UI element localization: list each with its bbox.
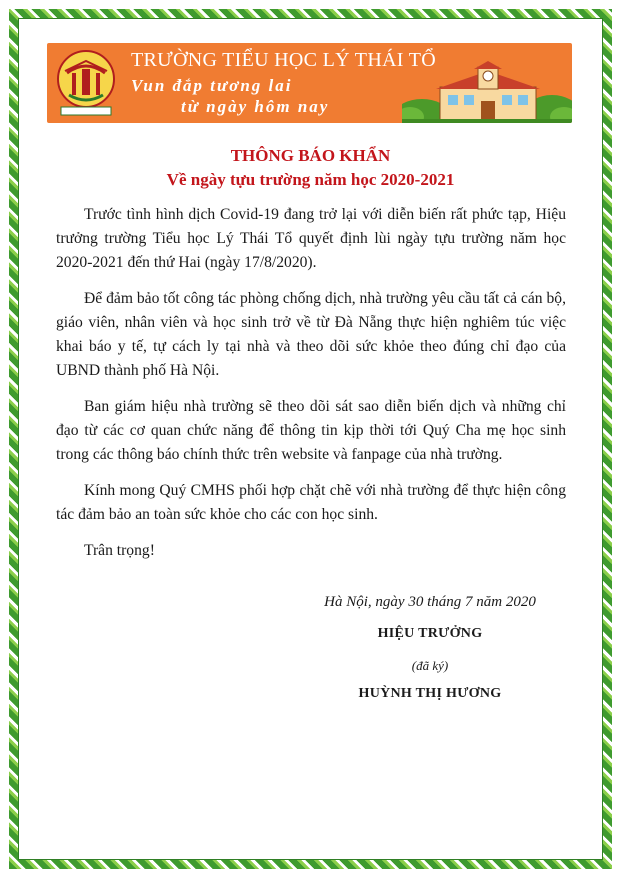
signed-note: (đã ký) [411, 658, 449, 673]
paragraph-closing: Trân trọng! [84, 542, 155, 559]
paragraph-monitoring: Ban giám hiệu nhà trường sẽ theo dõi sát sao diễn biến dịch và những chỉ đạo từ các cơ quan chức năng để thông tin kịp thời tới Quý Cha mẹ học sinh trong các thông báo chính thức trên website và fanpage của nhà trường. [56, 398, 566, 463]
paragraph-postpone: Trước tình hình dịch Covid-19 đang trở lại với diễn biến rất phức tạp, Hiệu trưởng trường Tiểu học Lý Thái Tổ quyết định lùi ngày tựu trường năm học 2020-2021 đến thứ Hai (ngày 17/8/2020). [56, 206, 566, 271]
slogan-line-2: từ ngày hôm nay [181, 97, 330, 116]
school-building-icon [402, 61, 572, 123]
signer-name: HUỲNH THỊ HƯƠNG [358, 686, 502, 701]
paragraph-request: Kính mong Quý CMHS phối hợp chặt chẽ với nhà trường để thực hiện công tác đảm bảo an toàn sức khỏe cho các con học sinh. [56, 482, 566, 523]
school-gate-logo-icon [55, 49, 117, 117]
school-name: TRƯỜNG TIỂU HỌC LÝ THÁI TỔ [131, 49, 436, 71]
notice-title: THÔNG BÁO KHẨN [230, 146, 391, 165]
notice-subtitle: Về ngày tựu trường năm học 2020-2021 [166, 170, 455, 189]
header-banner [47, 43, 572, 123]
notice-body [56, 203, 566, 575]
place-date: Hà Nội, ngày 30 tháng 7 năm 2020 [324, 594, 536, 610]
slogan-line-1: Vun đắp tương lai [131, 76, 293, 95]
signer-role: HIỆU TRƯỞNG [377, 626, 483, 641]
paragraph-prevention: Để đảm bảo tốt công tác phòng chống dịch, nhà trường yêu cầu tất cả cán bộ, giáo viên, nhân viên và học sinh trở về từ Đà Nẵng thực hiện nghiêm túc việc khai báo y tế, tự cách ly tại nhà và theo dõi sức khỏe theo đúng chỉ đạo của UBND thành phố Hà Nội. [56, 290, 566, 379]
